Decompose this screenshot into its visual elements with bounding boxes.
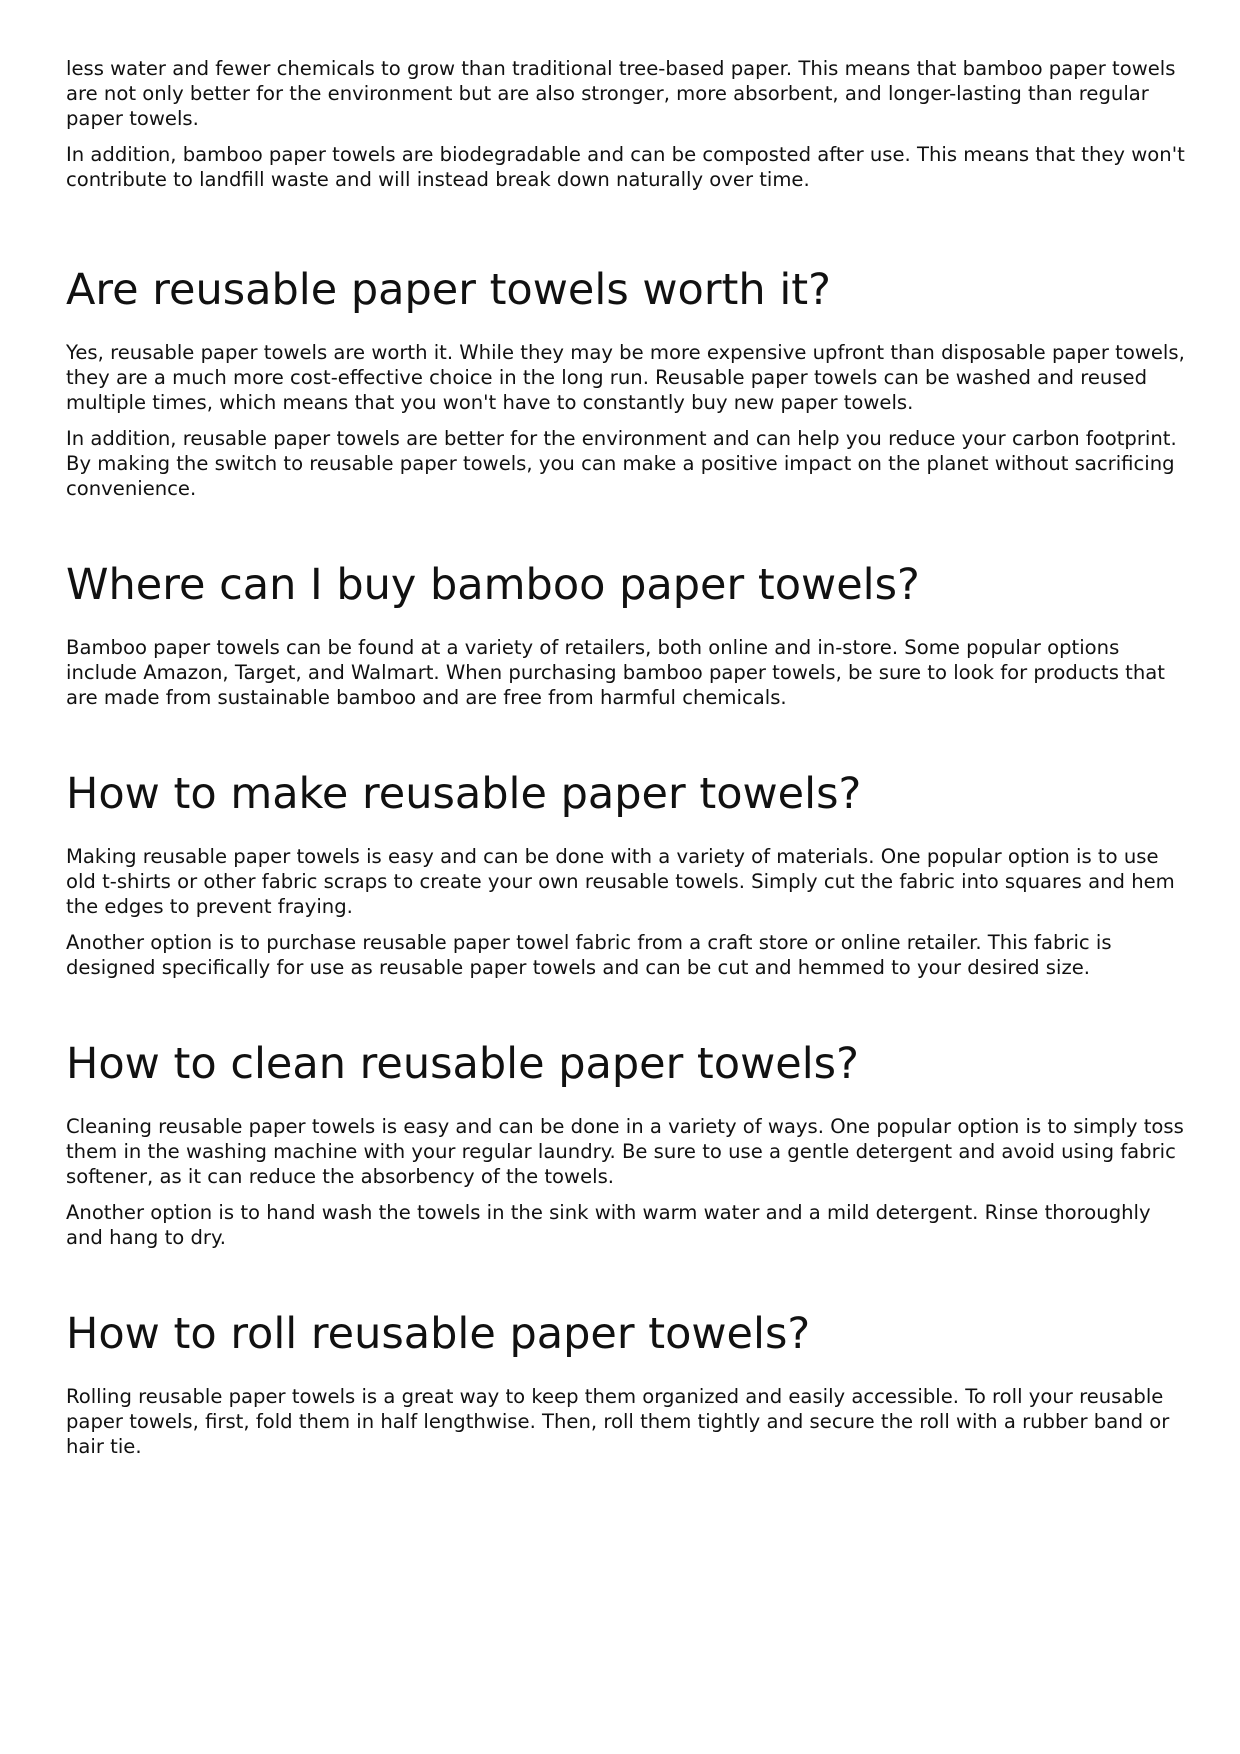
section-paragraph: In addition, reusable paper towels are better for the environment and can help you reduce your carbon footprint. By making the switch to reusable paper towels, you can make a positive impact on the planet without sacrificing convenience. bbox=[66, 427, 1177, 500]
section-paragraph: Another option is to purchase reusable paper towel fabric from a craft store or online retailer. This fabric is designed specifically for use as reusable paper towels and can be cut and hemmed to your desired size. bbox=[66, 931, 1112, 979]
section-how-to-clean bbox=[66, 1038, 1186, 1250]
section-paragraph: Cleaning reusable paper towels is easy and can be done in a variety of ways. One popular option is to simply toss them in the washing machine with your regular laundry. Be sure to use a gentle detergent and avoid using fabric softener, as it can reduce the absorbency of the towels. bbox=[66, 1115, 1184, 1188]
section-paragraph: Yes, reusable paper towels are worth it. While they may be more expensive upfront than disposable paper towels, they are a much more cost-effective choice in the long run. Reusable paper towels can be washed and reused multiple times, which means that you won't have to constantly buy new paper towels. bbox=[66, 341, 1185, 414]
section-heading: How to clean reusable paper towels? bbox=[66, 1039, 859, 1089]
section-paragraph: Making reusable paper towels is easy and can be done with a variety of materials. One popular option is to use old t-shirts or other fabric scraps to create your own reusable towels. Simply cut the fabric into squares and hem the edges to prevent fraying. bbox=[66, 845, 1175, 918]
intro-paragraph: less water and fewer chemicals to grow than traditional tree-based paper. This means that bamboo paper towels are not only better for the environment but are also stronger, more absorbent, and longer-lasting than regular paper towels. bbox=[66, 57, 1176, 130]
section-paragraph: Rolling reusable paper towels is a great way to keep them organized and easily accessible. To roll your reusable paper towels, first, fold them in half lengthwise. Then, roll them tightly and secure the roll with a rubber band or hair tie. bbox=[66, 1385, 1170, 1458]
section-paragraph: Bamboo paper towels can be found at a variety of retailers, both online and in-store. Some popular options include Amazon, Target, and Walmart. When purchasing bamboo paper towels, be sure to look for products that are made from sustainable bamboo and are free from harmful chemicals. bbox=[66, 636, 1165, 709]
section-heading: How to make reusable paper towels? bbox=[66, 769, 862, 819]
section-paragraph: Another option is to hand wash the towels in the sink with warm water and a mild detergent. Rinse thoroughly and hang to dry. bbox=[66, 1201, 1151, 1249]
section-reusable-worth-it bbox=[66, 264, 1186, 501]
section-heading: Where can I buy bamboo paper towels? bbox=[66, 560, 920, 610]
document-page bbox=[66, 56, 1186, 1470]
section-how-to-make bbox=[66, 768, 1186, 980]
section-heading: Are reusable paper towels worth it? bbox=[66, 265, 831, 315]
section-how-to-roll bbox=[66, 1308, 1186, 1459]
section-where-to-buy bbox=[66, 559, 1186, 710]
section-heading: How to roll reusable paper towels? bbox=[66, 1309, 811, 1359]
intro-paragraph: In addition, bamboo paper towels are biodegradable and can be composted after use. This means that they won't contribute to landfill waste and will instead break down naturally over time. bbox=[66, 143, 1185, 191]
